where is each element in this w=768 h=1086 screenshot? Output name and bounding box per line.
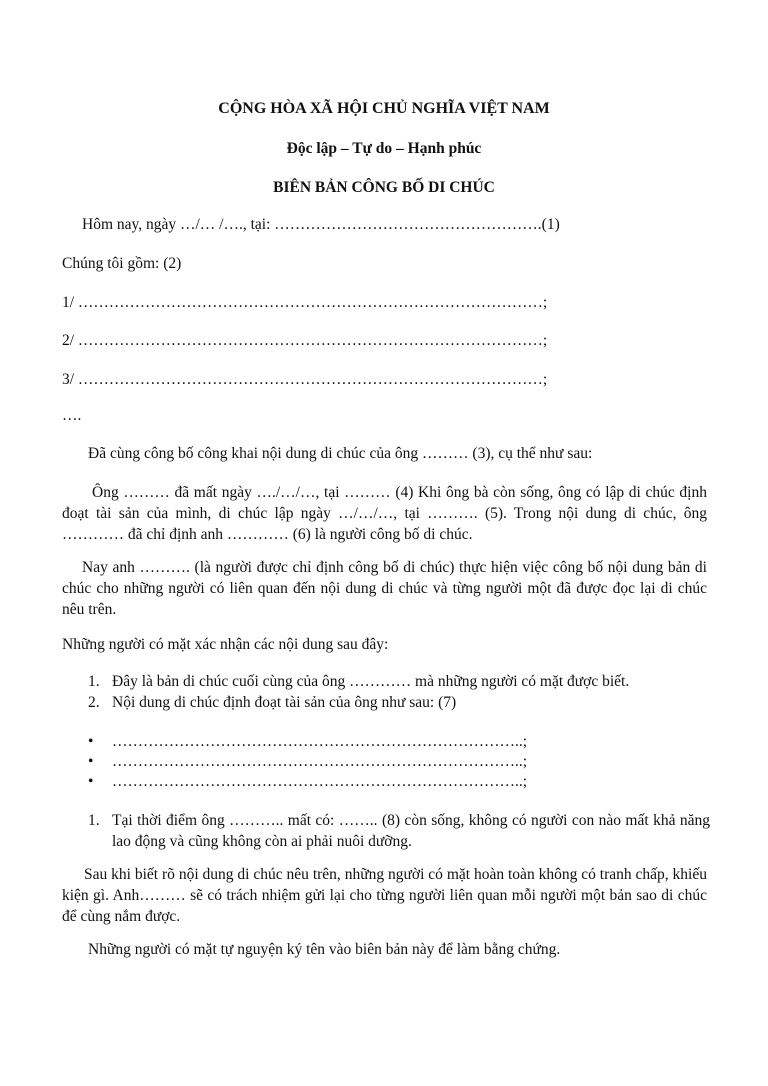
motto: Độc lập – Tự do – Hạnh phúc [286,140,482,157]
member-line-1: 1/ ………………………………………………………………………………; [62,294,548,311]
date-line: Hôm nay, ngày …/… /…., tại: …………………………………………….(1) [82,216,560,233]
bullet-line-1: ……………………………………………………………………..; [112,733,528,750]
confirm-item-number: 2. [88,694,100,711]
confirm-item-text: Đây là bản di chúc cuối cùng của ông ………… mà những người có mặt được biết. [112,673,630,690]
member-line-2: 2/ ………………………………………………………………………………; [62,332,548,349]
bullet-line-3: ……………………………………………………………………..; [112,773,528,790]
ellipsis: …. [62,407,82,424]
final-item-text: Tại thời điểm ông ……….. mất có: …….. (8) còn sống, không có người con nào mất khả năng lao động và cũng không còn ai phải nuôi dưỡng. [112,812,710,850]
member-line-3: 3/ ………………………………………………………………………………; [62,371,548,388]
bullet-icon: • [88,753,94,770]
bullet-icon: • [88,733,94,750]
confirm-item-number: 1. [88,673,100,690]
bullet-line-2: ……………………………………………………………………..; [112,753,528,770]
confirm-label: Những người có mặt xác nhận các nội dung sau đây: [62,636,389,653]
final-item-number: 1. [88,812,100,829]
members-label: Chúng tôi gồm: (2) [62,255,182,272]
confirm-item-text: Nội dung di chúc định đoạt tài sản của ông như sau: (7) [112,694,457,711]
paragraph-no-dispute: Sau khi biết rõ nội dung di chúc nêu trên, những người có mặt hoàn toàn không có tranh chấp, khiếu kiện gì. Anh……… sẽ có trách nhiệm gửi lại cho từng người liên quan mỗi người một bản sao di chúc để cùng nắm được. [62,866,707,925]
bullet-icon: • [88,773,94,790]
paragraph-sign: Những người có mặt tự nguyện ký tên vào biên bản này để làm bằng chứng. [88,941,561,958]
paragraph-announce: Đã cùng công bố công khai nội dung di chúc của ông ……… (3), cụ thể như sau: [88,445,593,462]
document-title: BIÊN BẢN CÔNG BỐ DI CHÚC [273,179,495,196]
national-title: CỘNG HÒA XÃ HỘI CHỦ NGHĨA VIỆT NAM [218,100,550,117]
paragraph-executor: Nay anh ………. (là người được chỉ định công bố di chúc) thực hiện việc công bố nội dung bản di chúc cho những người có liên quan đến nội dung di chúc và từng người một đã được đọc lại di chúc nêu trên. [62,559,707,618]
paragraph-deceased: Ông ……… đã mất ngày …./…/…, tại ……… (4) Khi ông bà còn sống, ông có lập di chúc định đoạt tài sản của mình, di chúc lập ngày …/…/…, tại ………. (5). Trong nội dung di chúc, ông ………… đã chỉ định anh ………… (6) là người công bố di chúc. [62,484,707,543]
